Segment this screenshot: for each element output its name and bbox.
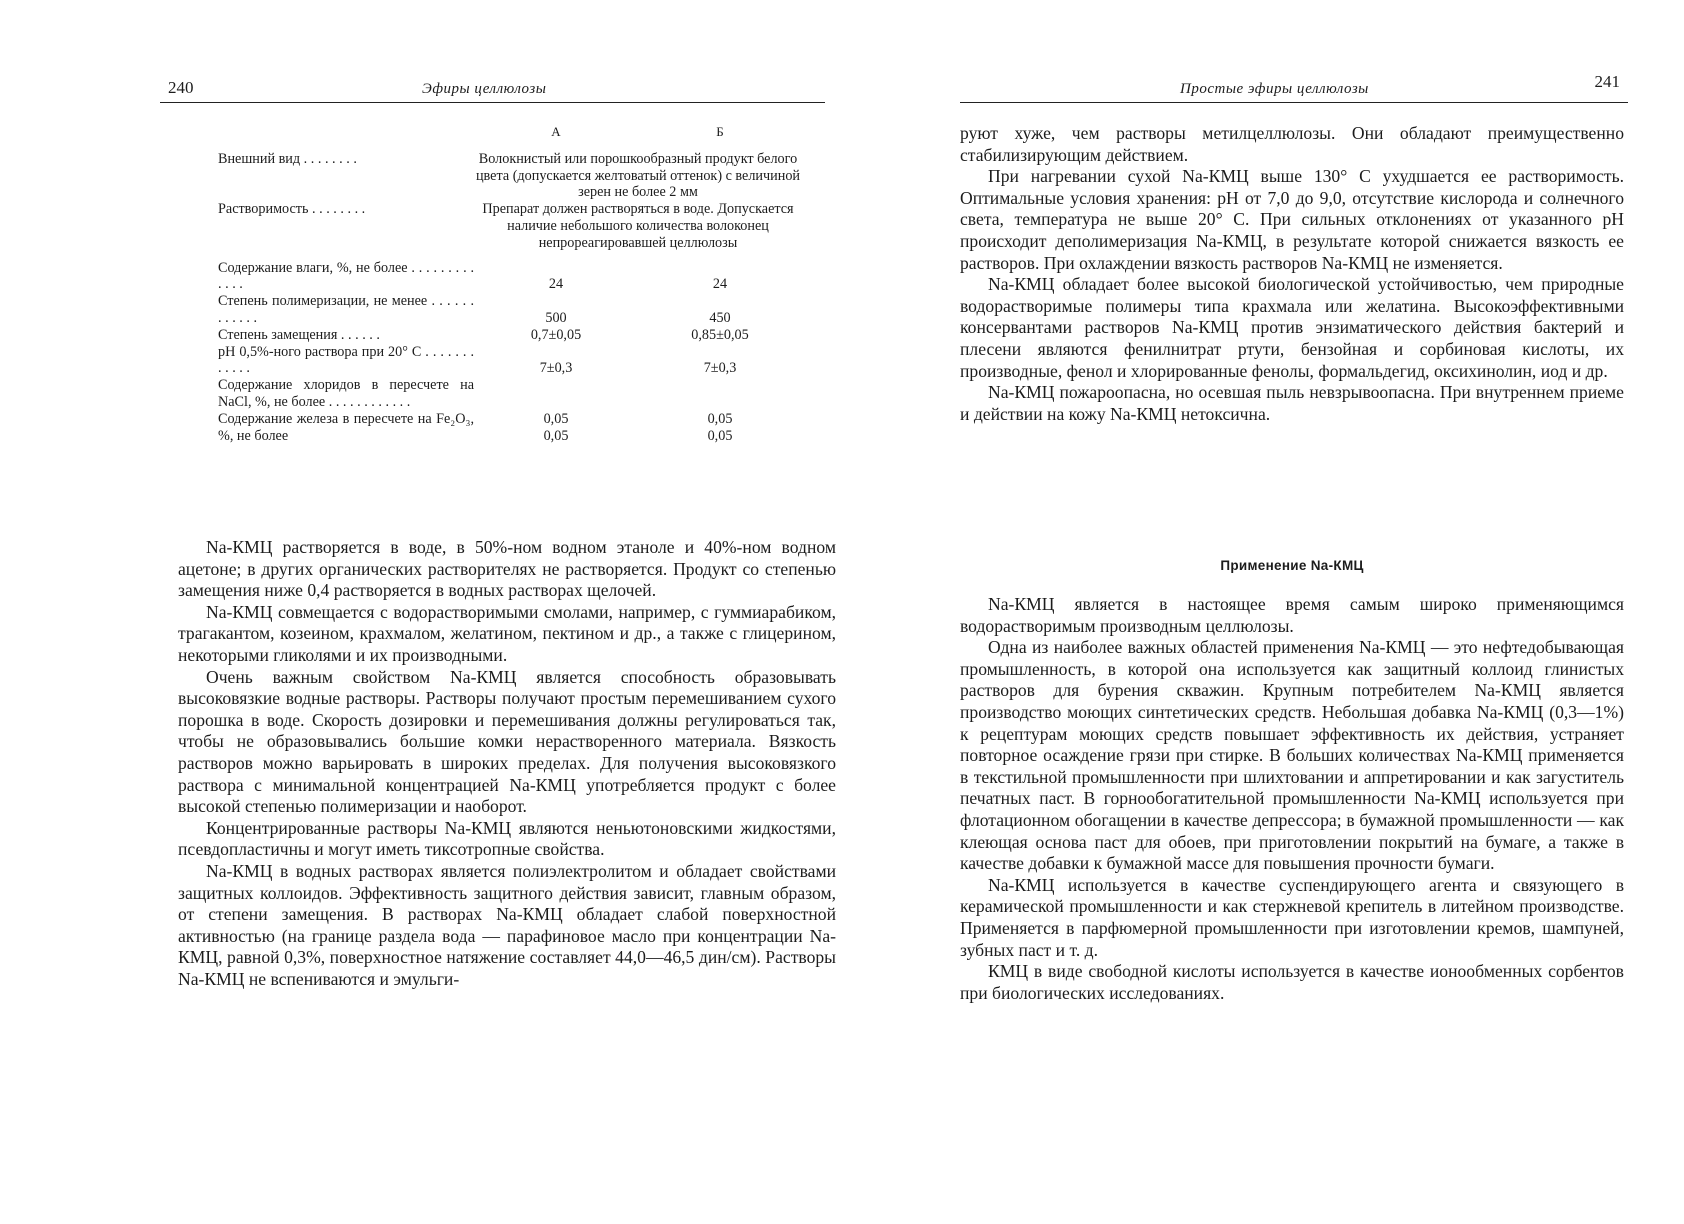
table-row xyxy=(218,411,802,445)
paragraph: Na-КМЦ обладает более высокой биологической устойчивостью, чем природные водорастворимые полимеры типа крахмала или желатина. Высокоэффективными консервантами растворов Na-КМЦ против энзиматического действия бактерий и плесени являются фенилнитрат ртути, бензойная и сорбиновая кислоты, их производные, фенол и хлорированные фенолы, формальдегид, оксихинолин, иод и др. xyxy=(960,274,1624,381)
row-label: pH 0,5%-ного раствора при 20° С . . . . . . . . . . . . xyxy=(218,343,474,377)
paragraph: Концентрированные растворы Na-КМЦ являются неньютоновскими жидкостями, псевдопластичны и могут иметь тиксотропные свойства. xyxy=(178,817,836,860)
row-label: Степень замещения . . . . . . xyxy=(218,326,380,343)
cell-b: 0,85±0,05 xyxy=(691,326,749,343)
cell-b: 0,05 0,05 xyxy=(707,410,733,444)
row-label: Степень полимеризации, не менее . . . . . . . . . . . . xyxy=(218,293,474,326)
row-label: Растворимость . . . . . . . . xyxy=(218,201,366,218)
table-row xyxy=(218,344,802,378)
cell-b: 24 xyxy=(712,276,728,293)
paragraph: Очень важным свойством Na-КМЦ является способность образовывать высоковязкие водные растворы. Растворы получают простым перемешиванием сухого порошка в воде. Скорость дозировки и перемешивания должны регулироваться так, чтобы не образовывались большие комки нерастворенного материала. Вязкость растворов можно варьировать в широких пределах. Для получения высоковязкого раствора с минимальной концентрацией Na-КМЦ употребляется продукт с более высокой степенью полимеризации и наоборот. xyxy=(178,666,836,817)
row-label: Содержание железа в пересчете на Fe₂O₃, %, не более xyxy=(218,410,474,444)
paragraph: Na-КМЦ в водных растворах является полиэлектролитом и обладает свойствами защитных коллоидов. Эффективность защитного действия зависит, главным образом, от степени замещения. В растворах Na-КМЦ обладает слабой поверхностной активностью (на границе раздела вода — парафиновое масло при концентрации Na-КМЦ, равной 0,3%, поверхностное натяжение составляет 44,0—46,5 дин/см). Растворы Na-КМЦ не вспениваются и эмульги- xyxy=(178,860,836,989)
cell-a: 500 xyxy=(545,309,567,326)
right-page xyxy=(842,0,1684,1224)
cell-a: 24 xyxy=(548,276,564,293)
table-header-row xyxy=(218,123,802,151)
paragraph: При нагревании сухой Na-КМЦ выше 130° С ухудшается ее растворимость. Оптимальные условия хранения: pH от 7,0 до 9,0, отсутствие кислорода и солнечного света, температура не выше 20° С. При сильных отклонениях от указанного pH происходит деполимеризация Na-КМЦ, в результате которой снижается вязкость ее растворов. При охлаждении вязкость растворов Na-КМЦ не изменяется. xyxy=(960,166,1624,273)
table-row xyxy=(218,252,802,294)
paragraph: Na-КМЦ является в настоящее время самым широко применяющимся водорастворимым производным целлюлозы. xyxy=(960,594,1624,636)
left-page-header xyxy=(160,70,825,103)
paragraph: КМЦ в виде свободной кислоты используется в качестве ионообменных сорбентов при биологических исследованиях. xyxy=(960,961,1624,1003)
paragraph: Одна из наиболее важных областей применения Na-КМЦ — это нефтедобывающая промышленность, в которой она используется как защитный коллоид глинистых растворов для бурения скважин. Крупным потребителем Na-КМЦ является производство моющих синтетических средств. Небольшая добавка Na-КМЦ (0,3—1%) к рецептурам моющих средств повышает эффективность их действия, устраняет повторное осаждение грязи при стирке. В больших количествах Na-КМЦ применяется в текстильной промышленности при шлихтовании и аппретировании и как загуститель печатных паст. В горнообогатительной промышленности Na-КМЦ используется при флотационном обогащении в качестве депрессора; в бумажной промышленности — как клеющая основа паст для обоев, при приготовлении покрытий на бумаге, а также в качестве добавки к бумажной массе для повышения прочности бумаги. xyxy=(960,637,1624,874)
page-number-left: 240 xyxy=(168,78,194,97)
table-row xyxy=(218,201,802,251)
column-header-b: Б xyxy=(716,124,724,139)
cell-b xyxy=(638,377,802,411)
right-body-text-bottom xyxy=(960,594,1624,1004)
section-heading: Применение Na-КМЦ xyxy=(1220,558,1364,573)
table-row xyxy=(218,327,802,344)
table-row xyxy=(218,151,802,201)
table-row xyxy=(218,377,802,411)
cell-a: 0,7±0,05 xyxy=(530,326,582,343)
cell-a: 7±0,3 xyxy=(539,360,573,377)
page-number-right: 241 xyxy=(1594,72,1620,91)
row-merged-value: Волокнистый или порошкообразный продукт белого цвета (допускается желтоватый оттенок) с величиной зерен не более 2 мм xyxy=(475,150,801,201)
cell-b: 7±0,3 xyxy=(703,360,737,377)
paragraph: Na-КМЦ пожароопасна, но осевшая пыль невзрывоопасна. При внутреннем приеме и действии на кожу Na-КМЦ нетоксична. xyxy=(960,382,1624,424)
table-row xyxy=(218,293,802,327)
cell-a xyxy=(474,377,638,411)
column-header-a: А xyxy=(551,124,561,139)
row-label: Содержание хлоридов в пересчете на NaCl, %, не более . . . . . . . . . . . . xyxy=(218,377,474,410)
running-head-right: Простые эфиры целлюлозы xyxy=(1180,81,1369,97)
cell-b: 450 xyxy=(709,309,731,326)
paragraph: Na-КМЦ совмещается с водорастворимыми смолами, например, с гуммиарабиком, трагакантом, козеином, крахмалом, желатином, пектином и др., а также с глицерином, некоторыми гликолями и их производными. xyxy=(178,601,836,665)
cell-a: 0,05 0,05 xyxy=(543,410,569,444)
specification-table xyxy=(218,123,802,444)
left-body-text xyxy=(178,537,836,990)
paragraph: Na-КМЦ используется в качестве суспендирующего агента и связующего в керамической промышленности и как стержневой крепитель в литейном производстве. Применяется в парфюмерной промышленности при изготовлении кремов, шампуней, зубных паст и т. д. xyxy=(960,874,1624,960)
paragraph: Na-КМЦ растворяется в воде, в 50%-ном водном этаноле и 40%-ном водном ацетоне; в других органических растворителях не растворяется. Продукт со степенью замещения ниже 0,4 растворяется в водных растворах щелочей. xyxy=(178,537,836,601)
right-page-header xyxy=(960,70,1628,103)
running-head-left: Эфиры целлюлозы xyxy=(422,81,547,97)
paragraph: руют хуже, чем растворы метилцеллюлозы. Они обладают преимущественно стабилизирующим действием. xyxy=(960,123,1624,165)
row-label: Внешний вид . . . . . . . . xyxy=(218,150,357,167)
row-label: Содержание влаги, %, не более . . . . . . . . . . . . . xyxy=(218,259,474,293)
row-merged-value: Препарат должен растворяться в воде. Допускается наличие небольшого количества волоконец непрореагировавшей целлюлозы xyxy=(482,201,794,251)
right-body-text-top xyxy=(960,123,1624,425)
